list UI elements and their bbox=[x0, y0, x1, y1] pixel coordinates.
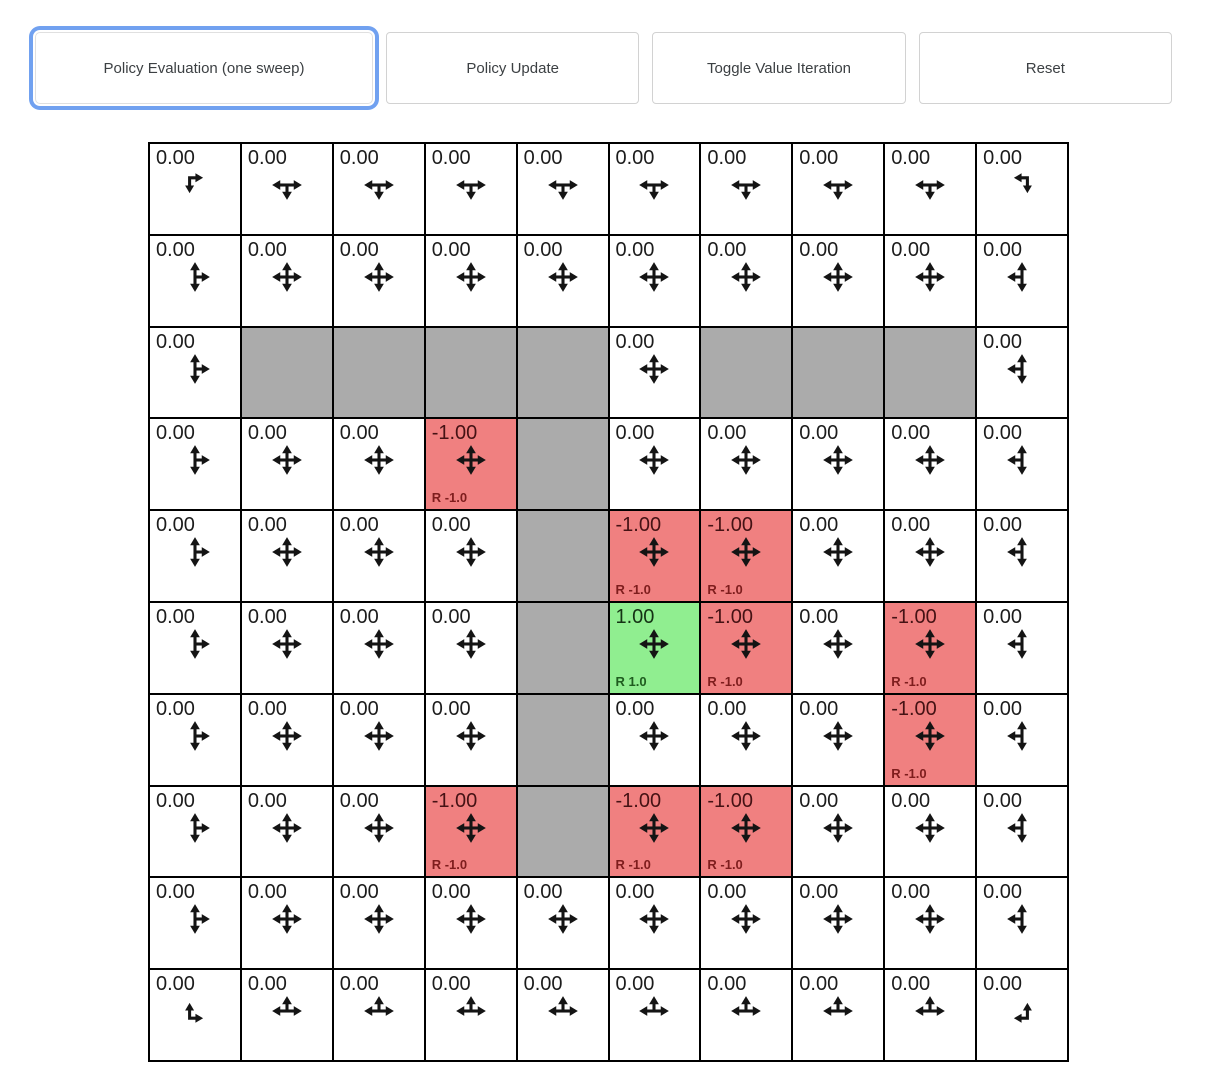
cell-value: -1.00 bbox=[707, 606, 753, 628]
grid-cell bbox=[977, 695, 1067, 785]
grid-cell bbox=[610, 419, 700, 509]
cell-value: 0.00 bbox=[799, 789, 839, 812]
cell-value: 0.00 bbox=[247, 606, 287, 628]
policy-arrows-icon bbox=[177, 259, 213, 295]
grid-cell bbox=[150, 419, 240, 509]
policy-arrows-icon bbox=[728, 718, 764, 754]
cell-value: 0.00 bbox=[707, 881, 747, 904]
reward-label: R 1.0 bbox=[615, 673, 647, 689]
cell-value: 0.00 bbox=[707, 973, 747, 996]
wall-cell bbox=[518, 787, 608, 877]
cell-value: 0.00 bbox=[523, 973, 563, 996]
grid-cell bbox=[793, 144, 883, 234]
reset-button[interactable]: Reset bbox=[919, 32, 1172, 104]
cell-value: 0.00 bbox=[707, 238, 747, 261]
grid-cell bbox=[793, 970, 883, 1060]
policy-arrows-icon bbox=[728, 442, 764, 478]
policy-arrows-icon bbox=[453, 167, 489, 203]
grid-cell bbox=[150, 511, 240, 601]
grid-cell bbox=[150, 144, 240, 234]
grid-cell bbox=[701, 511, 791, 601]
policy-arrows-icon bbox=[636, 626, 672, 662]
grid-cell bbox=[610, 328, 700, 418]
grid-cell bbox=[242, 787, 332, 877]
cell-value: -1.00 bbox=[707, 514, 753, 537]
cell-value: 0.00 bbox=[156, 881, 195, 904]
grid-cell bbox=[426, 695, 516, 785]
cell-value: 0.00 bbox=[615, 881, 655, 904]
cell-value: 0.00 bbox=[339, 973, 379, 996]
grid-cell bbox=[242, 236, 332, 326]
cell-value: 0.00 bbox=[523, 238, 563, 261]
policy-arrows-icon bbox=[361, 626, 397, 662]
grid-cell bbox=[242, 144, 332, 234]
grid-cell bbox=[977, 236, 1067, 326]
grid-cell bbox=[334, 878, 424, 968]
grid-cell bbox=[242, 511, 332, 601]
policy-arrows-icon bbox=[269, 259, 305, 295]
policy-arrows-icon bbox=[269, 534, 305, 570]
policy-arrows-icon bbox=[1004, 259, 1040, 295]
policy-arrows-icon bbox=[269, 718, 305, 754]
cell-value: 0.00 bbox=[523, 147, 563, 169]
wall-cell bbox=[518, 695, 608, 785]
policy-arrows-icon bbox=[453, 718, 489, 754]
policy-arrows-icon bbox=[453, 901, 489, 937]
grid-cell bbox=[793, 695, 883, 785]
grid-cell bbox=[610, 787, 700, 877]
policy-arrows-icon bbox=[1004, 534, 1040, 570]
policy-arrows-icon bbox=[453, 259, 489, 295]
cell-value: 0.00 bbox=[339, 697, 379, 720]
cell-value: -1.00 bbox=[431, 789, 478, 812]
cell-value: 0.00 bbox=[523, 881, 563, 904]
wall-cell bbox=[334, 328, 424, 418]
policy-arrows-icon bbox=[453, 993, 489, 1029]
grid-cell bbox=[426, 511, 516, 601]
grid-cell bbox=[334, 603, 424, 693]
grid-cell bbox=[610, 144, 700, 234]
policy-arrows-icon bbox=[912, 534, 948, 570]
grid-cell bbox=[885, 970, 975, 1060]
grid-cell bbox=[977, 511, 1067, 601]
policy-arrows-icon bbox=[912, 167, 948, 203]
policy-arrows-icon bbox=[177, 442, 213, 478]
policy-arrows-icon bbox=[912, 626, 948, 662]
cell-value: 0.00 bbox=[707, 422, 747, 445]
grid-cell bbox=[518, 878, 608, 968]
cell-value: 0.00 bbox=[156, 606, 195, 628]
cell-value: 0.00 bbox=[799, 973, 839, 996]
policy-arrows-icon bbox=[177, 993, 213, 1029]
grid-cell bbox=[885, 878, 975, 968]
grid-cell bbox=[610, 878, 700, 968]
wall-cell bbox=[426, 328, 516, 418]
policy-arrows-icon bbox=[1004, 901, 1040, 937]
policy-arrows-icon bbox=[453, 810, 489, 846]
wall-cell bbox=[701, 328, 791, 418]
cell-value: 0.00 bbox=[891, 973, 931, 996]
policy-arrows-icon bbox=[728, 534, 764, 570]
cell-value: 0.00 bbox=[891, 238, 931, 261]
policy-arrows-icon bbox=[912, 810, 948, 846]
gridworld bbox=[148, 142, 1069, 1062]
policy-arrows-icon bbox=[636, 718, 672, 754]
grid-cell bbox=[610, 603, 700, 693]
policy-arrows-icon bbox=[453, 626, 489, 662]
grid-cell bbox=[334, 970, 424, 1060]
grid-cell bbox=[610, 970, 700, 1060]
cell-value: 0.00 bbox=[983, 238, 1023, 261]
cell-value: 0.00 bbox=[156, 422, 195, 445]
cell-value: -1.00 bbox=[431, 422, 478, 445]
grid-cell bbox=[977, 144, 1067, 234]
cell-value: 0.00 bbox=[891, 514, 931, 537]
grid-cell bbox=[793, 603, 883, 693]
grid-cell bbox=[885, 236, 975, 326]
policy-arrows-icon bbox=[820, 993, 856, 1029]
wall-cell bbox=[242, 328, 332, 418]
policy-arrows-icon bbox=[820, 718, 856, 754]
grid-cell bbox=[793, 878, 883, 968]
grid-cell bbox=[334, 695, 424, 785]
grid-cell bbox=[885, 144, 975, 234]
reward-label: R -1.0 bbox=[707, 673, 743, 689]
policy-arrows-icon bbox=[728, 259, 764, 295]
policy-arrows-icon bbox=[453, 442, 489, 478]
grid-cell bbox=[426, 144, 516, 234]
policy-arrows-icon bbox=[361, 259, 397, 295]
cell-value: 0.00 bbox=[247, 422, 287, 445]
cell-value: 0.00 bbox=[615, 973, 655, 996]
cell-value: 0.00 bbox=[799, 881, 839, 904]
grid-cell bbox=[426, 603, 516, 693]
policy-arrows-icon bbox=[1004, 993, 1040, 1029]
policy-arrows-icon bbox=[912, 442, 948, 478]
grid-cell bbox=[242, 695, 332, 785]
grid-cell bbox=[426, 970, 516, 1060]
grid-cell bbox=[242, 419, 332, 509]
grid-cell bbox=[242, 603, 332, 693]
cell-value: 0.00 bbox=[891, 789, 931, 812]
grid-cell bbox=[150, 603, 240, 693]
policy-arrows-icon bbox=[636, 993, 672, 1029]
cell-value: -1.00 bbox=[615, 514, 662, 537]
grid-cell bbox=[334, 419, 424, 509]
policy-arrows-icon bbox=[269, 167, 305, 203]
policy-arrows-icon bbox=[361, 442, 397, 478]
cell-value: 0.00 bbox=[339, 789, 379, 812]
grid-cell bbox=[150, 878, 240, 968]
policy-arrows-icon bbox=[269, 993, 305, 1029]
cell-value: 0.00 bbox=[799, 606, 839, 628]
cell-value: 0.00 bbox=[156, 238, 195, 261]
policy-arrows-icon bbox=[636, 810, 672, 846]
policy-arrows-icon bbox=[912, 901, 948, 937]
policy-arrows-icon bbox=[912, 718, 948, 754]
grid-cell bbox=[701, 695, 791, 785]
grid-cell bbox=[977, 603, 1067, 693]
wall-cell bbox=[518, 603, 608, 693]
policy-arrows-icon bbox=[545, 993, 581, 1029]
cell-value: 0.00 bbox=[431, 147, 471, 169]
cell-value: 0.00 bbox=[339, 422, 379, 445]
cell-value: 0.00 bbox=[983, 697, 1023, 720]
policy-arrows-icon bbox=[820, 901, 856, 937]
grid-cell bbox=[701, 236, 791, 326]
policy-arrows-icon bbox=[820, 167, 856, 203]
cell-value: 1.00 bbox=[615, 606, 655, 628]
policy-arrows-icon bbox=[269, 901, 305, 937]
cell-value: 0.00 bbox=[431, 973, 471, 996]
grid-cell bbox=[150, 787, 240, 877]
grid-cell bbox=[977, 970, 1067, 1060]
cell-value: 0.00 bbox=[339, 881, 379, 904]
policy-arrows-icon bbox=[545, 167, 581, 203]
cell-value: 0.00 bbox=[983, 422, 1023, 445]
grid-cell bbox=[977, 878, 1067, 968]
policy-arrows-icon bbox=[269, 810, 305, 846]
grid-cell bbox=[426, 878, 516, 968]
cell-value: 0.00 bbox=[799, 514, 839, 537]
policy-arrows-icon bbox=[728, 626, 764, 662]
cell-value: 0.00 bbox=[983, 789, 1023, 812]
grid-cell bbox=[334, 236, 424, 326]
cell-value: 0.00 bbox=[339, 606, 379, 628]
cell-value: 0.00 bbox=[156, 147, 195, 169]
policy-update-button[interactable]: Policy Update bbox=[386, 32, 639, 104]
grid-cell bbox=[885, 511, 975, 601]
grid-cell bbox=[426, 236, 516, 326]
wall-cell bbox=[793, 328, 883, 418]
cell-value: 0.00 bbox=[799, 147, 839, 169]
policy-arrows-icon bbox=[636, 259, 672, 295]
policy-arrows-icon bbox=[820, 259, 856, 295]
cell-value: -1.00 bbox=[891, 697, 937, 720]
reward-label: R -1.0 bbox=[431, 490, 468, 506]
policy-arrows-icon bbox=[1004, 626, 1040, 662]
wall-cell bbox=[518, 511, 608, 601]
cell-value: 0.00 bbox=[431, 238, 471, 261]
policy-arrows-icon bbox=[636, 167, 672, 203]
policy-arrows-icon bbox=[545, 901, 581, 937]
grid-cell bbox=[885, 695, 975, 785]
cell-value: 0.00 bbox=[339, 147, 379, 169]
policy-arrows-icon bbox=[1004, 718, 1040, 754]
policy-arrows-icon bbox=[177, 718, 213, 754]
grid-cell bbox=[701, 419, 791, 509]
cell-value: 0.00 bbox=[431, 697, 471, 720]
grid-cell bbox=[150, 970, 240, 1060]
cell-value: -1.00 bbox=[615, 789, 662, 812]
cell-value: 0.00 bbox=[707, 147, 747, 169]
grid-cell bbox=[793, 787, 883, 877]
policy-arrows-icon bbox=[1004, 351, 1040, 387]
grid-cell bbox=[885, 419, 975, 509]
policy-arrows-icon bbox=[820, 442, 856, 478]
grid-cell bbox=[518, 144, 608, 234]
cell-value: 0.00 bbox=[156, 697, 195, 720]
reward-label: R -1.0 bbox=[707, 582, 743, 597]
cell-value: 0.00 bbox=[891, 422, 931, 445]
toggle-value-iteration-button[interactable]: Toggle Value Iteration bbox=[652, 32, 905, 104]
grid-cell bbox=[518, 970, 608, 1060]
reward-label: R -1.0 bbox=[615, 582, 651, 597]
cell-value: 0.00 bbox=[615, 238, 655, 261]
grid-cell bbox=[242, 970, 332, 1060]
policy-arrows-icon bbox=[361, 901, 397, 937]
cell-value: 0.00 bbox=[983, 973, 1023, 996]
cell-value: 0.00 bbox=[615, 330, 655, 353]
grid-cell bbox=[977, 787, 1067, 877]
grid-cell bbox=[150, 236, 240, 326]
grid-cell bbox=[242, 878, 332, 968]
policy-evaluation-button[interactable]: Policy Evaluation (one sweep) bbox=[35, 32, 373, 104]
wall-cell bbox=[885, 328, 975, 418]
policy-arrows-icon bbox=[636, 351, 672, 387]
policy-arrows-icon bbox=[1004, 442, 1040, 478]
cell-value: 0.00 bbox=[247, 697, 287, 720]
policy-arrows-icon bbox=[728, 901, 764, 937]
grid-cell bbox=[701, 144, 791, 234]
cell-value: 0.00 bbox=[156, 514, 195, 537]
cell-value: 0.00 bbox=[983, 881, 1023, 904]
reward-label: R -1.0 bbox=[891, 765, 927, 781]
reward-label: R -1.0 bbox=[891, 673, 927, 689]
cell-value: 0.00 bbox=[891, 147, 931, 169]
policy-arrows-icon bbox=[177, 810, 213, 846]
policy-arrows-icon bbox=[177, 534, 213, 570]
cell-value: 0.00 bbox=[891, 881, 931, 904]
cell-value: 0.00 bbox=[247, 973, 287, 996]
grid-cell bbox=[150, 695, 240, 785]
cell-value: 0.00 bbox=[247, 789, 287, 812]
grid-cell bbox=[518, 236, 608, 326]
policy-arrows-icon bbox=[820, 626, 856, 662]
cell-value: 0.00 bbox=[799, 697, 839, 720]
wall-cell bbox=[518, 328, 608, 418]
policy-arrows-icon bbox=[820, 810, 856, 846]
cell-value: 0.00 bbox=[247, 238, 287, 261]
reward-label: R -1.0 bbox=[707, 857, 743, 873]
cell-value: 0.00 bbox=[247, 514, 287, 537]
policy-arrows-icon bbox=[269, 442, 305, 478]
policy-arrows-icon bbox=[361, 810, 397, 846]
grid-cell bbox=[885, 787, 975, 877]
policy-arrows-icon bbox=[1004, 810, 1040, 846]
policy-arrows-icon bbox=[728, 167, 764, 203]
policy-arrows-icon bbox=[177, 167, 213, 203]
policy-arrows-icon bbox=[361, 534, 397, 570]
cell-value: -1.00 bbox=[891, 606, 937, 628]
policy-arrows-icon bbox=[361, 993, 397, 1029]
policy-arrows-icon bbox=[361, 167, 397, 203]
policy-arrows-icon bbox=[912, 259, 948, 295]
cell-value: 0.00 bbox=[983, 514, 1023, 537]
grid-cell bbox=[701, 787, 791, 877]
policy-arrows-icon bbox=[636, 442, 672, 478]
grid-cell bbox=[610, 511, 700, 601]
toolbar bbox=[35, 32, 1172, 104]
cell-value: 0.00 bbox=[983, 147, 1023, 169]
grid-cell bbox=[701, 603, 791, 693]
cell-value: 0.00 bbox=[247, 881, 287, 904]
grid-cell bbox=[701, 970, 791, 1060]
cell-value: 0.00 bbox=[799, 422, 839, 445]
grid-cell bbox=[793, 511, 883, 601]
cell-value: -1.00 bbox=[707, 789, 753, 812]
cell-value: 0.00 bbox=[431, 514, 471, 537]
reward-label: R -1.0 bbox=[431, 857, 468, 873]
cell-value: 0.00 bbox=[799, 238, 839, 261]
policy-arrows-icon bbox=[636, 534, 672, 570]
policy-arrows-icon bbox=[269, 626, 305, 662]
grid-cell bbox=[426, 787, 516, 877]
policy-arrows-icon bbox=[177, 901, 213, 937]
grid-cell bbox=[977, 419, 1067, 509]
policy-arrows-icon bbox=[361, 718, 397, 754]
cell-value: 0.00 bbox=[156, 330, 195, 353]
grid-cell bbox=[885, 603, 975, 693]
policy-arrows-icon bbox=[728, 810, 764, 846]
cell-value: 0.00 bbox=[431, 881, 471, 904]
cell-value: 0.00 bbox=[983, 606, 1023, 628]
cell-value: 0.00 bbox=[339, 514, 379, 537]
grid-cell bbox=[334, 144, 424, 234]
cell-value: 0.00 bbox=[431, 606, 471, 628]
policy-arrows-icon bbox=[453, 534, 489, 570]
cell-value: 0.00 bbox=[339, 238, 379, 261]
cell-value: 0.00 bbox=[156, 789, 195, 812]
policy-arrows-icon bbox=[820, 534, 856, 570]
wall-cell bbox=[518, 419, 608, 509]
cell-value: 0.00 bbox=[615, 697, 655, 720]
cell-value: 0.00 bbox=[615, 422, 655, 445]
policy-arrows-icon bbox=[177, 351, 213, 387]
grid-cell bbox=[334, 787, 424, 877]
reward-label: R -1.0 bbox=[615, 857, 651, 873]
grid-cell bbox=[701, 878, 791, 968]
grid-cell bbox=[426, 419, 516, 509]
grid-cell bbox=[793, 419, 883, 509]
cell-value: 0.00 bbox=[156, 973, 195, 996]
policy-arrows-icon bbox=[728, 993, 764, 1029]
grid-cell bbox=[977, 328, 1067, 418]
policy-arrows-icon bbox=[545, 259, 581, 295]
policy-arrows-icon bbox=[177, 626, 213, 662]
grid-cell bbox=[610, 695, 700, 785]
cell-value: 0.00 bbox=[707, 697, 747, 720]
grid-cell bbox=[610, 236, 700, 326]
grid-cell bbox=[334, 511, 424, 601]
cell-value: 0.00 bbox=[615, 147, 655, 169]
grid-cell bbox=[793, 236, 883, 326]
grid-cell bbox=[150, 328, 240, 418]
policy-arrows-icon bbox=[636, 901, 672, 937]
policy-arrows-icon bbox=[912, 993, 948, 1029]
cell-value: 0.00 bbox=[983, 330, 1023, 353]
cell-value: 0.00 bbox=[247, 147, 287, 169]
policy-arrows-icon bbox=[1004, 167, 1040, 203]
